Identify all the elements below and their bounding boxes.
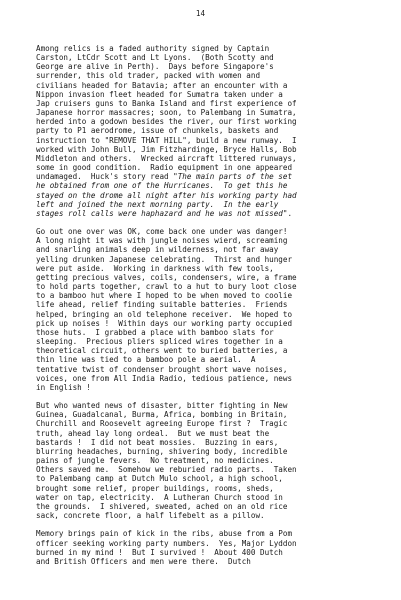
text-segment: officer seeking working party numbers. Yes, Major Lyddon [36,538,297,548]
text-segment: theoretical circuit, others went to buried batteries, a [36,346,288,356]
text-line [36,557,396,566]
text-segment: A long night it was with jungle noises wierd, screaming [36,236,288,246]
text-segment: truth, ahead lay long ordeal. But we must beat the [36,428,270,438]
text-line [36,81,396,90]
italic-text: stayed on the drome all night after his working party had [36,190,297,200]
text-segment: Guinea, Guadalcanal, Burma, Africa, bombing in Britain, [36,410,288,420]
text-line [36,401,396,410]
text-line [36,548,396,557]
text-segment: But who wanted news of disaster, bitter fighting in New [36,401,288,411]
text-segment: Churchill and Roosevelt agreeing Europe first ? Tragic [36,419,288,429]
text-segment: water on tap, electricity. A Lutheran Church stood in [36,492,283,502]
text-line [36,209,396,218]
text-segment: blurring headaches, burning, shivering body, incredible [36,446,288,456]
text-line [36,181,396,190]
text-line [36,200,396,209]
text-line [36,90,396,99]
text-segment: some in good condition. Radio equipment in one appeared [36,163,293,173]
text-segment: life ahead, relief finding suitable batteries. Friends [36,300,288,310]
text-line [36,163,396,172]
text-line [36,502,396,511]
italic-text: stages roll calls were haphazard and he was not missed" [36,208,288,218]
text-segment: sack, concrete floor, a half lifebelt as a pillow. [36,511,265,521]
text-line [36,300,396,309]
text-segment: brought some relief, proper buildings, rooms, sheds, [36,483,274,493]
text-segment: getting precious valves, coils, condensers, wire, a frame [36,272,297,282]
text-line [36,447,396,456]
text-line [36,511,396,520]
text-segment: Japanese horror massacres; soon, to Palembang in Sumatra, [36,108,297,118]
text-line [36,291,396,300]
italic-text: left and joined the next morning party. In the early [36,199,279,209]
text-line [36,374,396,383]
text-segment: pains of jungle fevers. No treatment, no medicines. [36,456,274,466]
text-segment: Go out one over was OK, come back one under was danger! [36,227,288,237]
text-segment: and British Officers and men were there. Dutch [36,556,251,566]
text-line [36,346,396,355]
text-segment: undamaged. Huck's story read [36,172,174,182]
text-line [36,71,396,80]
text-line [36,154,396,163]
text-line [36,273,396,282]
text-segment: Nippon invasion fleet headed for Sumatra taken under a [36,89,283,99]
text-segment: sleeping. Precious pliers spliced wires together in a [36,337,283,347]
paragraph [36,401,396,520]
text-segment: Among relics is a faded authority signed by Captain [36,44,270,53]
text-line [36,438,396,447]
text-line [36,456,396,465]
text-line [36,529,396,538]
text-segment: Jap cruisers guns to Banka Island and first experience of [36,98,297,108]
text-segment: . [287,208,293,218]
italic-text: he obtained from one of the Hurricanes. To get this he [36,181,288,191]
text-segment: to a bamboo hut where I hoped to be when moved to coolie [36,291,293,301]
text-segment: tentative twist of condenser brought short wave noises, [36,364,288,374]
text-line [36,310,396,319]
text-line [36,227,396,236]
text-line [36,172,396,181]
text-segment: Middleton and others. Wrecked aircraft littered runways, [36,153,297,163]
text-segment: in English ! [36,382,91,392]
text-segment: the grounds. I shivered, sweated, ached on an old rice [36,501,288,511]
text-line [36,429,396,438]
text-segment: surrender, this old trader, packed with women and [36,71,261,81]
text-line [36,255,396,264]
text-segment: to Palembang camp at Dutch Mulo school, a high school, [36,474,283,484]
text-segment: burned in my mind ! But I survived ! About 400 Dutch [36,547,283,557]
page-number: 14 [195,9,206,18]
text-line [36,126,396,135]
text-line [36,53,396,62]
text-line [36,383,396,392]
text-line [36,365,396,374]
text-line [36,117,396,126]
text-segment: instruction to "REMOVE THAT HILL", build a new runway. I [36,135,297,145]
text-line [36,145,396,154]
text-line [36,108,396,117]
text-line [36,282,396,291]
text-segment: to hold parts together, crawl to a hut to bury loot close [36,282,297,292]
text-line [36,99,396,108]
text-line [36,355,396,364]
body-text [36,44,396,575]
text-line [36,191,396,200]
paragraph [36,227,396,392]
text-segment: worked with John Bull, Jim Fitzhardinge, Bryce Halls, Bob [36,144,297,154]
text-segment: Carston, LtCdr Scott and Lt Lyons. (Both Scotty and [36,53,274,63]
text-line [36,337,396,346]
paragraph [36,529,396,566]
text-line [36,484,396,493]
text-line [36,62,396,71]
text-segment: and snarling animals deep in wilderness, not far away [36,245,279,255]
text-segment: Others saved me. Somehow we reburied radio parts. Taken [36,465,297,475]
text-line [36,493,396,502]
text-segment: voices, one from All India Radio, tedious patience, news [36,373,293,383]
text-line [36,328,396,337]
text-segment: those huts. I grabbed a place with bamboo slats for [36,327,274,337]
text-segment: herded into a godown besides the river, our first working [36,117,297,127]
text-line [36,245,396,254]
text-segment: helped, bringing an old telephone receiver. We hoped to [36,309,293,319]
paragraph [36,44,396,218]
text-segment: pick up noises ! Within days our working party occupied [36,318,293,328]
text-line [36,419,396,428]
text-segment: were put aside. Working in darkness with few tools, [36,263,274,273]
text-segment: yelling drunken Japanese celebrating. Thirst and hunger [36,254,293,264]
text-line [36,410,396,419]
text-segment: party to P1 aerodrome, issue of chunkels, baskets and [36,126,279,136]
text-segment: George are alive in Perth). Days before Singapore's [36,62,274,72]
text-line [36,539,396,548]
text-line [36,236,396,245]
text-line [36,44,396,53]
text-segment: thin line was tied to a bamboo pole a aerial. A [36,355,256,365]
text-segment: Memory brings pain of kick in the ribs, abuse from a Pom [36,529,293,539]
text-line [36,264,396,273]
text-segment: bastards ! I did not beat mossies. Buzzing in ears, [36,437,279,447]
text-line [36,474,396,483]
text-line [36,319,396,328]
text-line [36,465,396,474]
italic-text: "The main parts of the set [173,172,293,182]
text-line [36,136,396,145]
text-segment: civilians headed for Batavia; after an encounter with a [36,80,288,90]
